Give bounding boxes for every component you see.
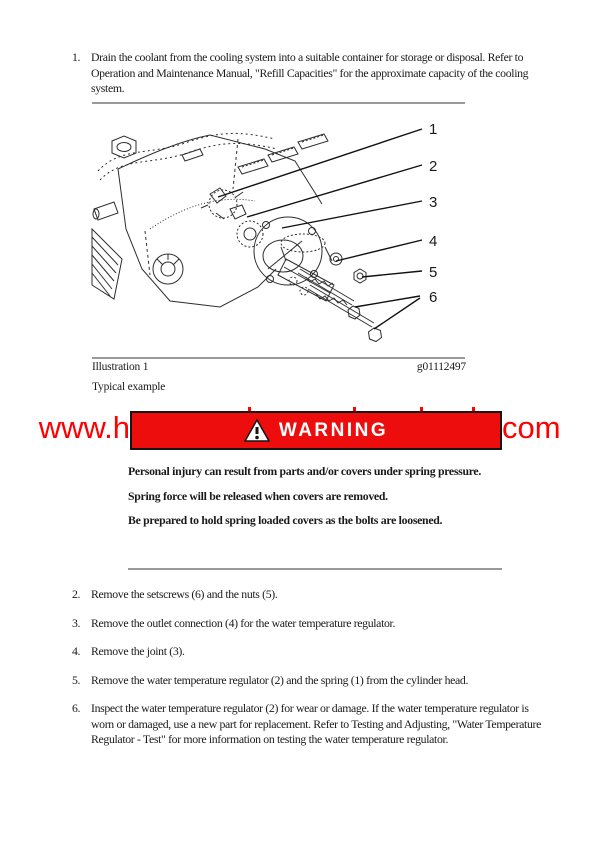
step-6-number: 6. xyxy=(72,701,81,715)
callout-numbers xyxy=(429,121,437,306)
step-5-text: Remove the water temperature regulator (2) and the spring (1) from the cylinder head. xyxy=(91,672,469,687)
step-3-text: Remove the outlet connection (4) for the water temperature regulator. xyxy=(91,615,396,630)
illustration-caption: Illustration 1 xyxy=(92,361,149,373)
callout-6: 6 xyxy=(429,289,438,306)
step-1 xyxy=(72,50,542,97)
warning-paragraph: Be prepared to hold spring loaded covers as the bolts are loosened. xyxy=(128,513,443,527)
divider-warning-bottom xyxy=(128,568,502,570)
warning-paragraph: Spring force will be released when covers are removed. xyxy=(128,488,388,503)
step-3 xyxy=(72,616,552,632)
engine-illustration xyxy=(90,109,465,355)
step-1-number: 1. xyxy=(72,50,81,64)
watermark-left: www.h xyxy=(38,410,130,445)
watermark-right: com xyxy=(502,410,561,445)
step-5 xyxy=(72,673,552,689)
warning-triangle-icon xyxy=(244,419,270,442)
illustration-subcaption: Typical example xyxy=(92,381,166,393)
divider-top xyxy=(92,102,465,104)
callout-3: 3 xyxy=(429,194,438,211)
callout-2: 2 xyxy=(429,158,438,175)
step-4-text: Remove the joint (3). xyxy=(91,644,185,658)
warning-banner-label: WARNING xyxy=(278,419,389,441)
step-4 xyxy=(72,644,552,660)
step-3-number: 3. xyxy=(72,615,81,630)
step-5-number: 5. xyxy=(72,672,81,687)
divider-illustration-bottom xyxy=(92,357,465,359)
step-1-text: Drain the coolant from the cooling system into a suitable container for storage or disposal. Refer to Operation and Maintenance Manual, "Refill Capacities" for the approximate capacity of the cooling system. xyxy=(91,50,529,95)
procedure-steps xyxy=(72,587,552,761)
step-6-text: Inspect the water temperature regulator (2) for wear or damage. If the water temperature regulator is worn or damaged, use a new part for replacement. Refer to Testing and Adjusting, "Water Temperature Regulator - Test" for more information on testing the water temperature regulator. xyxy=(91,701,541,746)
warning-paragraph: Personal injury can result from parts and/or covers under spring pressure. xyxy=(128,464,482,478)
step-6 xyxy=(72,701,552,748)
callout-5: 5 xyxy=(429,264,438,281)
illustration-caption-row xyxy=(92,361,466,373)
callout-1: 1 xyxy=(429,121,438,138)
callout-4: 4 xyxy=(429,233,438,250)
step-2-number: 2. xyxy=(72,587,81,601)
step-2-text: Remove the setscrews (6) and the nuts (5). xyxy=(91,587,278,601)
warning-text-block xyxy=(128,464,498,538)
warning-banner xyxy=(130,411,502,450)
step-4-number: 4. xyxy=(72,644,81,658)
step-2 xyxy=(72,587,552,603)
illustration-graphic-id: g01112497 xyxy=(416,361,466,373)
